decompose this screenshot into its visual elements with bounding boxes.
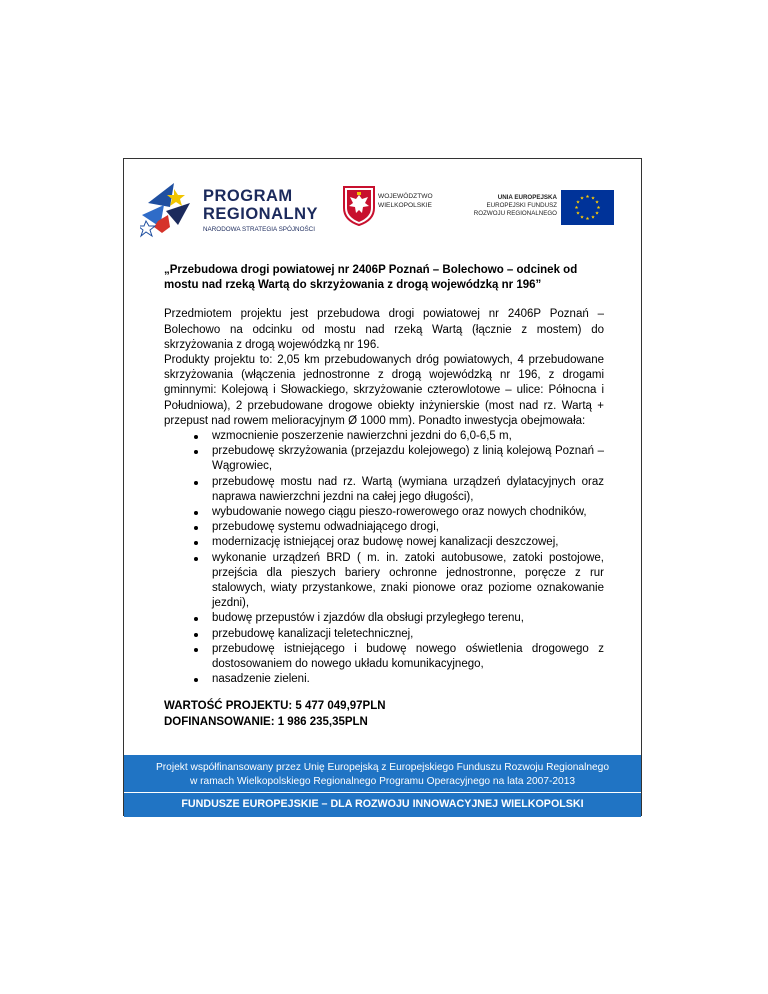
eu-text <box>474 194 557 218</box>
paragraph-products: Produkty projektu to: 2,05 km przebudowanych dróg powiatowych, 4 przebudowane skrzyżowania (włączenia jednostronne z drogą wojewódzką nr 196, z drogami gminnymi: Kolejową i Słowackiego, skrzyżowanie czterowlotowe – ulice: Północna i Południowa), 2 przebudowane drogowe obiekty inżynierskie (most nad rz. Wartą + przepust nad rowem melioracyjnym Ø 1000 mm). Ponadto inwestycja obejmowała: <box>164 354 604 427</box>
bullet-icon <box>194 450 198 454</box>
list-item: budowę przepustów i zjazdów dla obsługi przyległego terenu, <box>164 611 604 626</box>
bullet-icon <box>194 481 198 485</box>
eu-line3: ROZWOJU REGIONALNEGO <box>473 210 557 217</box>
cofinancing-value: DOFINANSOWANIE: 1 986 235,35PLN <box>164 715 368 728</box>
wojewodztwo-logo <box>343 184 443 229</box>
footer-slogan: FUNDUSZE EUROPEJSKIE – DLA ROZWOJU INNOWACYJNEJ WIELKOPOLSKI <box>181 798 584 810</box>
bullet-icon <box>194 557 198 561</box>
program-regionalny-logo <box>140 181 330 241</box>
bullet-icon <box>194 526 198 530</box>
eu-flag-icon <box>561 190 614 225</box>
list-item: przebudowę istniejącego i budowę nowego oświetlenia drogowego z dostosowaniem do nowego układu komunikacyjnego, <box>164 642 604 672</box>
investment-list <box>164 429 604 687</box>
bullet-icon <box>194 435 198 439</box>
project-title: „Przebudowa drogi powiatowej nr 2406P Poznań – Bolechowo – odcinek od mostu nad rzeką Wartą do skrzyżowania z drogą wojewódzką nr 196” <box>164 264 578 292</box>
wojewodztwo-text: WOJEWÓDZTWO WIELKOPOLSKIE <box>378 193 433 209</box>
bullet-icon <box>194 617 198 621</box>
bullet-icon <box>194 678 198 682</box>
list-item: wybudowanie nowego ciągu pieszo-rowerowego oraz nowych chodników, <box>164 505 604 520</box>
bullet-icon <box>194 511 198 515</box>
footer-cofinancing-line1: Projekt współfinansowany przez Unię Europejską z Europejskiego Funduszu Rozwoju Regionalnego <box>155 762 610 773</box>
eagle-coat-of-arms-icon <box>343 186 375 226</box>
main-content <box>164 263 604 730</box>
eu-line2: EUROPEJSKI FUNDUSZ <box>486 202 557 209</box>
list-item: nasadzenie zieleni. <box>164 672 604 687</box>
bullet-icon <box>194 541 198 545</box>
eu-logo <box>457 190 617 228</box>
program-logo-line3: NARODOWA STRATEGIA SPÓJNOŚCI <box>203 226 315 233</box>
list-item: przebudowę kanalizacji teletechnicznej, <box>164 627 604 642</box>
list-item: przebudowę mostu nad rz. Wartą (wymiana urządzeń dylatacyjnych oraz naprawa nawierzchni jezdni na całej jego długości), <box>164 475 604 505</box>
bullet-icon <box>194 648 198 652</box>
list-item: wzmocnienie poszerzenie nawierzchni jezdni do 6,0-6,5 m, <box>164 429 604 444</box>
program-logo-line1: PROGRAM <box>203 187 293 205</box>
program-logo-line2: REGIONALNY <box>203 205 319 223</box>
logo-bar <box>124 159 641 259</box>
bullet-icon <box>194 633 198 637</box>
footer-banner <box>124 755 641 817</box>
eu-line1: UNIA EUROPEJSKA <box>497 194 557 201</box>
project-value: WARTOŚĆ PROJEKTU: 5 477 049,97PLN <box>164 700 386 713</box>
paragraph-subject: Przedmiotem projektu jest przebudowa drogi powiatowej nr 2406P Poznań – Bolechowo na odcinku od mostu nad rzeką Wartą (łącznie z mostem) do skrzyżowania z drogą wojewódzką nr 196. <box>164 308 604 351</box>
list-item: przebudowę systemu odwadniającego drogi, <box>164 520 604 535</box>
program-regionalny-emblem-icon <box>140 181 196 239</box>
project-poster <box>123 158 642 816</box>
list-item: przebudowę skrzyżowania (przejazdu kolejowego) z linią kolejową Poznań – Wągrowiec, <box>164 444 604 474</box>
footer-divider <box>124 792 641 793</box>
list-item: wykonanie urządzeń BRD ( m. in. zatoki autobusowe, zatoki postojowe, przejścia dla pieszych bariery ochronne jednostronne, poręcze z rur stalowych, wiaty przystankowe, znaki pionowe oraz poziome oznakowanie jezdni), <box>164 551 604 612</box>
footer-cofinancing-line2: w ramach Wielkopolskiego Regionalnego Programu Operacyjnego na lata 2007-2013 <box>189 776 576 787</box>
list-item: modernizację istniejącej oraz budowę nowej kanalizacji deszczowej, <box>164 535 604 550</box>
